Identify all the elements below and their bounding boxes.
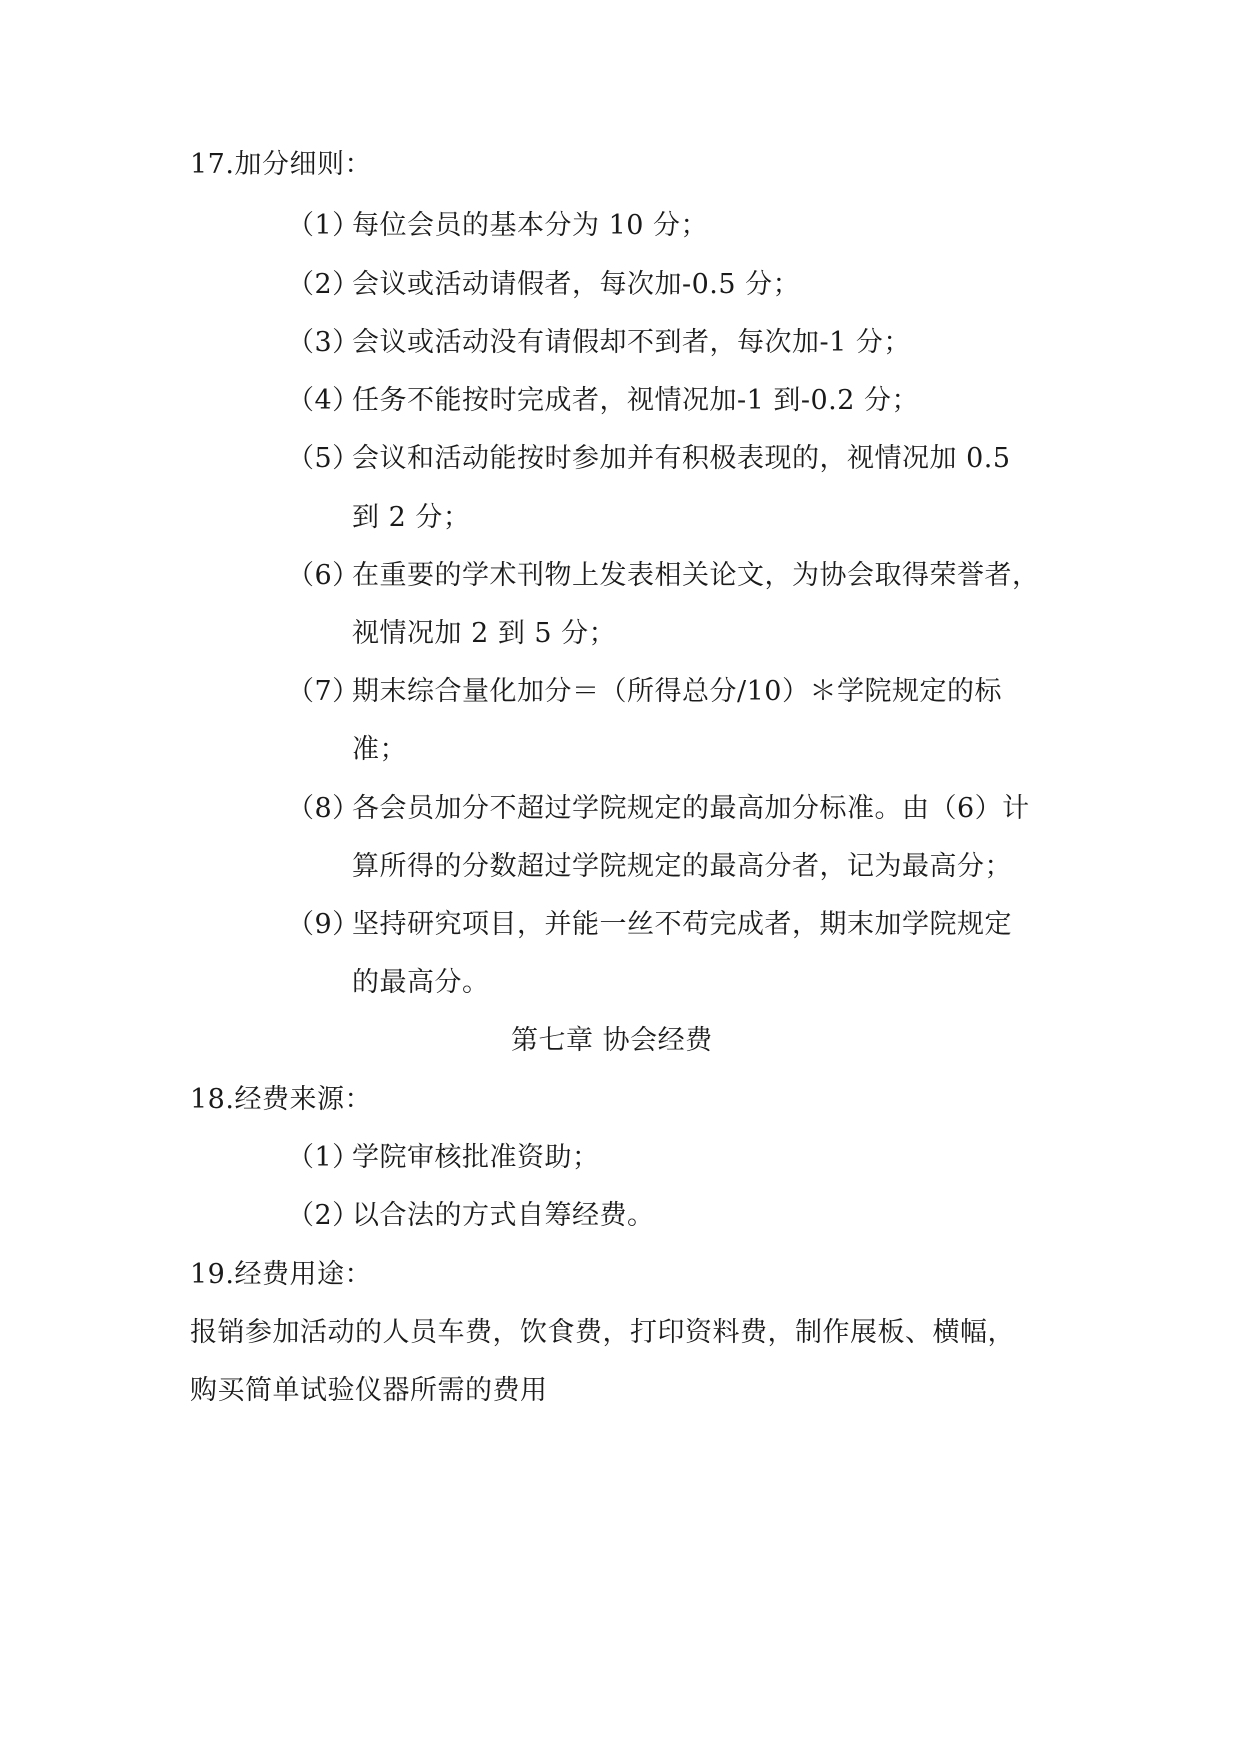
section-17-heading: 17.加分细则： [190, 149, 372, 180]
section-17-item-6-text-line-1: 在重要的学术刊物上发表相关论文，为协会取得荣誉者， [352, 560, 1040, 591]
section-17-item-7-text-line-1: 期末综合量化加分＝（所得总分/10）＊学院规定的标 [352, 676, 1002, 707]
section-17-item-1-text: 每位会员的基本分为 10 分； [352, 210, 709, 241]
section-17-item-9-text-line-1: 坚持研究项目，并能一丝不苟完成者，期末加学院规定 [352, 909, 1012, 940]
section-17-item-8-text-line-2: 算所得的分数超过学院规定的最高分者，记为最高分； [352, 851, 1012, 882]
section-17-item-8-text-line-1: 各会员加分不超过学院规定的最高加分标准。由（6）计 [352, 793, 1030, 824]
section-17-item-7-text-line-2: 准； [352, 734, 407, 765]
section-17-item-5-text-line-1: 会议和活动能按时参加并有积极表现的，视情况加 0.5 [352, 443, 1011, 474]
section-17-item-6-text-line-2: 视情况加 2 到 5 分； [352, 618, 617, 649]
section-17-item-3-text: 会议或活动没有请假却不到者，每次加-1 分； [352, 327, 911, 358]
section-17-item-7-number: （7） [287, 676, 360, 707]
section-17-item-5-text-line-2: 到 2 分； [352, 502, 471, 533]
section-17-item-3-number: （3） [287, 327, 360, 358]
section-17-item-1-number: （1） [287, 210, 360, 241]
section-19-text-line-1: 报销参加活动的人员车费，饮食费，打印资料费，制作展板、横幅， [190, 1317, 1015, 1348]
section-17-item-6-number: （6） [287, 560, 360, 591]
section-18-heading: 18.经费来源： [190, 1084, 372, 1115]
section-17-item-8-number: （8） [287, 793, 360, 824]
section-19-text-line-2: 购买简单试验仪器所需的费用 [190, 1375, 548, 1406]
section-18-item-1-number: （1） [287, 1142, 360, 1173]
section-17-item-9-text-line-2: 的最高分。 [352, 967, 490, 998]
section-18-item-1-text: 学院审核批准资助； [352, 1142, 600, 1173]
chapter-7-title: 第七章 协会经费 [511, 1025, 713, 1056]
section-18-item-2-number: （2） [287, 1200, 360, 1231]
section-17-item-5-number: （5） [287, 443, 360, 474]
section-19-heading: 19.经费用途： [190, 1259, 372, 1290]
section-18-item-2-text: 以合法的方式自筹经费。 [352, 1200, 655, 1231]
section-17-item-2-number: （2） [287, 269, 360, 300]
section-17-item-2-text: 会议或活动请假者，每次加-0.5 分； [352, 269, 801, 300]
section-17-item-4-text: 任务不能按时完成者，视情况加-1 到-0.2 分； [352, 385, 920, 416]
section-17-item-9-number: （9） [287, 909, 360, 940]
section-17-item-4-number: （4） [287, 385, 360, 416]
